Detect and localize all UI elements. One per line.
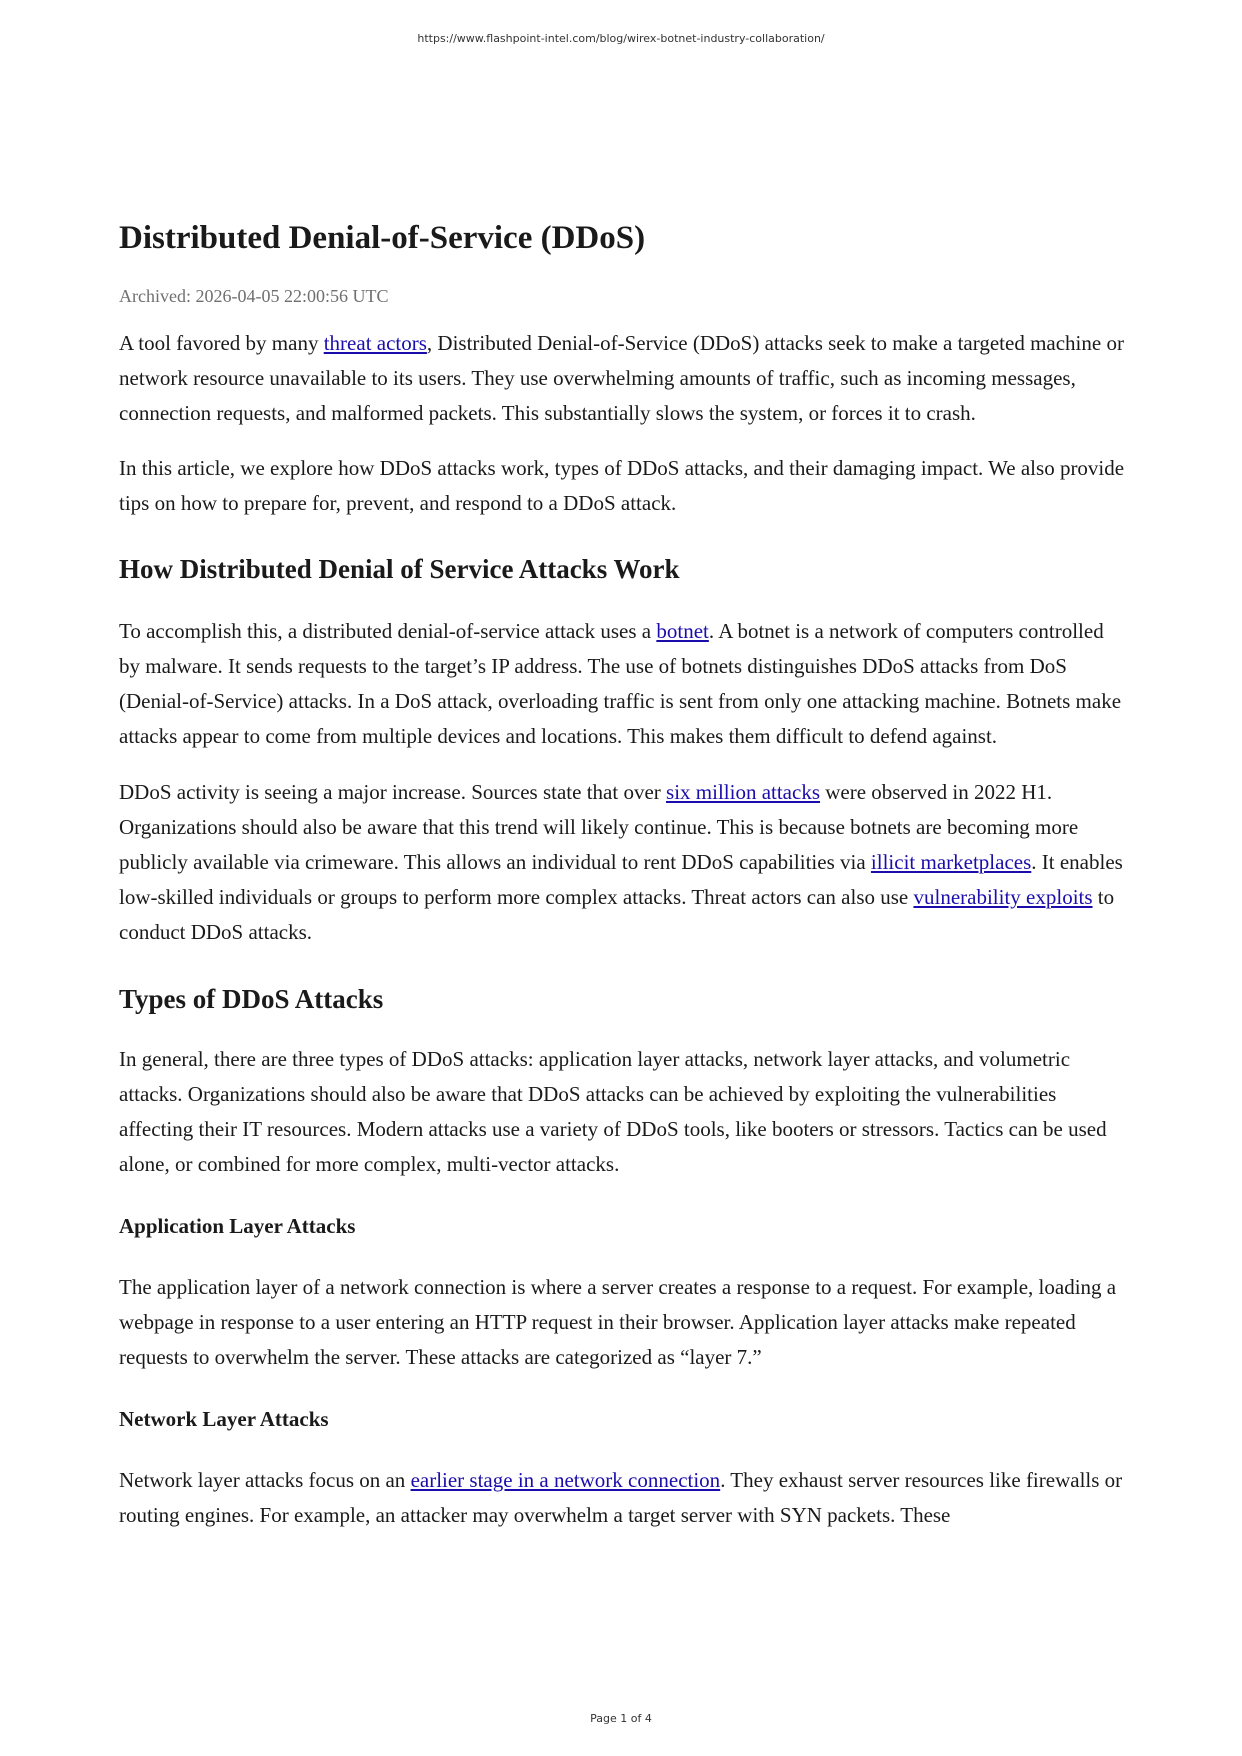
- how-works-paragraph-1: To accomplish this, a distributed denial-of-service attack uses a botnet. A botnet is a network of computers controlled by malware. It sends requests to the target’s IP address. The use of botnets distinguishes DDoS attacks from DoS (Denial-of-Service) attacks. In a DoS attack, overloading traffic is sent from only one attacking machine. Botnets make attacks appear to come from multiple devices and locations. This makes them difficult to defend against.: [119, 619, 1122, 748]
- section-heading-how-ddos-works: How Distributed Denial of Service Attacks Work: [119, 554, 680, 584]
- network-layer-paragraph: Network layer attacks focus on an earlier stage in a network connection. They exhaust server resources like firewalls or routing engines. For example, an attacker may overwhelm a target server with SYN packets. These: [119, 1468, 1123, 1527]
- network-connection-link[interactable]: earlier stage in a network connection: [410, 1468, 721, 1492]
- application-layer-paragraph: The application layer of a network connection is where a server creates a response to a request. For example, loading a webpage in response to a user entering an HTTP request in their browser. Application layer attacks make repeated requests to overwhelm the server. These attacks are categorized as “layer 7.”: [119, 1275, 1117, 1369]
- intro-paragraph-2: In this article, we explore how DDoS attacks work, types of DDoS attacks, and their damaging impact. We also provide tips on how to prepare for, prevent, and respond to a DDoS attack.: [119, 456, 1125, 515]
- types-paragraph: In general, there are three types of DDoS attacks: application layer attacks, network layer attacks, and volumetric attacks. Organizations should also be aware that DDoS attacks can be achieved by exploiting the vulnerabilities affecting their IT resources. Modern attacks use a variety of DDoS tools, like booters or stressors. Tactics can be used alone, or combined for more complex, multi-vector attacks.: [119, 1047, 1107, 1176]
- source-url: https://www.flashpoint-intel.com/blog/wirex-botnet-industry-collaboration/: [417, 32, 825, 45]
- how-works-paragraph-2: DDoS activity is seeing a major increase. Sources state that over six million attacks were observed in 2022 H1. Organizations should also be aware that this trend will likely continue. This is because botnets are becoming more publicly available via crimeware. This allows an individual to rent DDoS capabilities via illicit marketplaces. It enables low-skilled individuals or groups to perform more complex attacks. Threat actors can also use vulnerability exploits to conduct DDoS attacks.: [119, 780, 1123, 944]
- archived-timestamp: Archived: 2026-04-05 22:00:56 UTC: [119, 286, 389, 306]
- subheading-network-layer: Network Layer Attacks: [119, 1407, 329, 1431]
- threat-actors-link[interactable]: threat actors: [323, 331, 427, 355]
- botnet-link[interactable]: botnet: [656, 619, 709, 643]
- section-heading-types-of-ddos: Types of DDoS Attacks: [119, 984, 384, 1014]
- article: [119, 218, 1127, 1533]
- page-title: Distributed Denial-of-Service (DDoS): [119, 220, 646, 256]
- six-million-attacks-link[interactable]: six million attacks: [666, 780, 820, 804]
- intro-paragraph-1: A tool favored by many threat actors, Distributed Denial-of-Service (DDoS) attacks seek to make a targeted machine or network resource unavailable to its users. They use overwhelming amounts of traffic, such as incoming messages, connection requests, and malformed packets. This substantially slows the system, or forces it to crash.: [119, 331, 1124, 425]
- vulnerability-exploits-link[interactable]: vulnerability exploits: [913, 885, 1093, 909]
- page-number: Page 1 of 4: [590, 1712, 652, 1725]
- subheading-application-layer: Application Layer Attacks: [119, 1214, 356, 1238]
- illicit-marketplaces-link[interactable]: illicit marketplaces: [870, 850, 1032, 874]
